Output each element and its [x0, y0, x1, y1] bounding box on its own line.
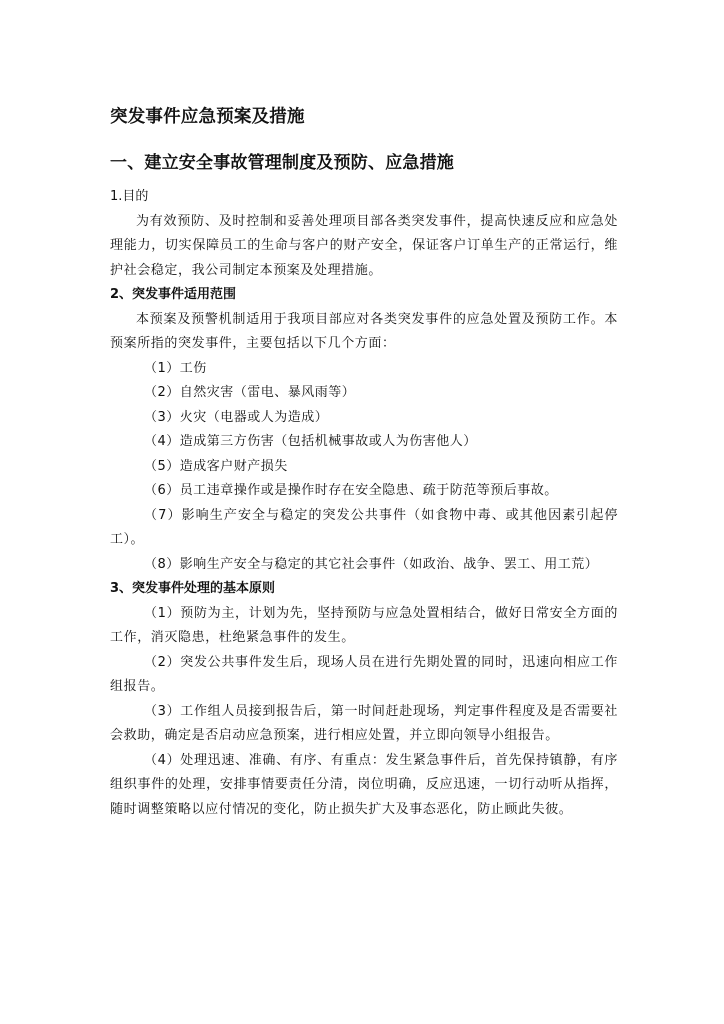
scope-item: （6）员工违章操作或是操作时存在安全隐患、疏于防范等预后事故。: [144, 483, 558, 498]
principles-heading: 3、突发事件处理的基本原则: [110, 581, 276, 596]
principle-item: （3）工作组人员接到报告后，第一时间赶赴现场，判定事件程度及是否需要社会救助，确定是否启动应急预案，进行相应处置，并立即向领导小组报告。: [110, 703, 618, 743]
principles-list: [110, 602, 618, 823]
principle-item: （1）预防为主，计划为先，坚持预防与应急处置相结合，做好日常安全方面的工作，消灭隐患，杜绝紧急事件的发生。: [110, 605, 618, 645]
scope-item: （3）火灾（电器或人为造成）: [144, 409, 329, 425]
scope-item: （8）影响生产安全与稳定的其它社会事件（如政治、战争、罢工、用工荒）: [144, 556, 599, 572]
scope-paragraph: 本预案及预警机制适用于我项目部应对各类突发事件的应急处置及预防工作。本预案所指的突发事件，主要包括以下几个方面：: [110, 311, 618, 351]
scope-item: （4）造成第三方伤害（包括机械事故或人为伤害他人）: [144, 434, 477, 449]
scope-heading: 2、突发事件适用范围: [110, 287, 237, 302]
principle-item: （2）突发公共事件发生后，现场人员在进行先期处置的同时，迅速向相应工作组报告。: [110, 654, 618, 694]
scope-item: （5）造成客户财产损失: [144, 458, 288, 474]
scope-list: [110, 357, 618, 578]
document-title: 突发事件应急预案及措施: [110, 107, 305, 127]
purpose-paragraph: 为有效预防、及时控制和妥善处理项目部各类突发事件，提高快速反应和应急处理能力，切实保障员工的生命与客户的财产安全，保证客户订单生产的正常运行，维护社会稳定，我公司制定本预案及处理措施。: [110, 213, 618, 278]
scope-item: （2）自然灾害（雷电、暴风雨等）: [144, 385, 356, 400]
principle-item: （4）处理迅速、准确、有序、有重点：发生紧急事件后，首先保持镇静，有序组织事件的处理，安排事情要责任分清，岗位明确，反应迅速，一切行动听从指挥，随时调整策略以应付情况的变化，防止损失扩大及事态恶化，防止顾此失彼。: [110, 752, 618, 817]
document-body: [110, 104, 618, 822]
section-heading: 一、建立安全事故管理制度及预防、应急措施: [110, 153, 454, 173]
purpose-heading: 1.目的: [110, 189, 149, 204]
scope-item: （1）工伤: [144, 360, 207, 376]
scope-item: （7）影响生产安全与稳定的突发公共事件（如食物中毒、或其他因素引起停工）。: [110, 507, 618, 547]
